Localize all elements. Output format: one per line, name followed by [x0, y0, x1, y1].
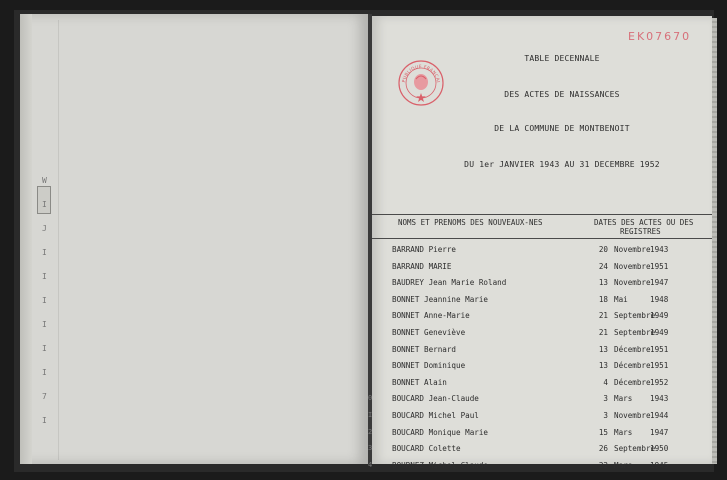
newborn-name: BONNET Geneviève	[392, 328, 466, 337]
left-page-edge	[20, 14, 32, 464]
table-row	[372, 361, 712, 376]
newborn-name: BAUDREY Jean Marie Roland	[392, 278, 507, 288]
table-top-rule	[372, 214, 712, 215]
newborn-name: BONNET Dominique	[392, 361, 466, 371]
table-row	[372, 295, 712, 310]
left-margin-mark: J	[42, 224, 47, 233]
record-day: 4	[603, 377, 608, 387]
record-year: 1952	[650, 377, 669, 387]
left-margin-mark: I	[42, 320, 47, 329]
table-row	[372, 262, 712, 277]
record-day: 3	[603, 411, 608, 420]
table-row	[368, 411, 712, 426]
table-header-rule	[372, 238, 712, 239]
newborn-name: BARRAND Pierre	[392, 245, 457, 254]
table-row	[372, 245, 712, 260]
left-margin-mark: I	[42, 416, 47, 425]
table-row	[372, 311, 712, 326]
record-day: 22	[598, 460, 608, 470]
left-margin-mark: I	[42, 344, 47, 353]
row-margin-mark: I	[368, 411, 373, 419]
record-year: 1948	[650, 294, 669, 304]
record-day: 20	[598, 245, 608, 254]
table-row	[368, 444, 712, 459]
record-month: Novembre	[614, 278, 651, 288]
left-margin-mark: I	[42, 248, 47, 257]
stamp-text: PUBLIQUE FRANCAI	[402, 64, 440, 84]
newborn-name: BOURNEZ Michel Claude	[392, 460, 489, 470]
left-page-fold	[58, 20, 59, 460]
newborn-name: BOUCARD Michel Paul	[392, 411, 479, 420]
page-stack-edge	[712, 18, 717, 464]
title-line-4: DU 1er JANVIER 1943 AU 31 DECEMBRE 1952	[464, 160, 660, 169]
row-margin-mark: 4	[368, 460, 373, 469]
record-year: 1945	[650, 460, 669, 470]
table-row	[368, 394, 712, 409]
newborn-name: BONNET Anne-Marie	[392, 311, 470, 321]
newborn-name: BONNET Jeannine Marie	[392, 294, 489, 304]
newborn-name: BOUCARD Monique Marie	[392, 427, 489, 437]
record-day: 26	[598, 444, 608, 454]
row-margin-mark: 3	[368, 444, 373, 453]
row-margin-mark: 2	[368, 427, 373, 436]
record-day: 21	[598, 311, 608, 321]
record-year: 1950	[650, 444, 669, 454]
record-month: Novembre	[614, 411, 651, 420]
left-margin-mark: 7	[42, 392, 47, 401]
record-month: Septembre	[614, 444, 656, 454]
record-month: Mars	[614, 460, 633, 470]
record-year: 1947	[650, 278, 669, 288]
record-month: Décembre	[614, 361, 651, 371]
title-line-1: TABLE DECENNALE	[524, 54, 600, 63]
record-year: 1947	[650, 427, 669, 437]
newborn-name: BOUCARD Colette	[392, 444, 461, 454]
record-month: Mai	[614, 294, 628, 304]
record-day: 3	[603, 394, 608, 404]
left-margin-mark: I	[42, 200, 47, 209]
record-year: 1943	[650, 245, 669, 254]
record-day: 21	[598, 328, 608, 337]
newborn-name: BOUCARD Jean-Claude	[392, 394, 479, 404]
record-year: 1949	[650, 311, 669, 321]
record-year: 1949	[650, 328, 669, 337]
record-month: Décembre	[614, 377, 651, 387]
republic-stamp	[396, 58, 446, 108]
record-month: Décembre	[614, 344, 651, 354]
record-day: 24	[598, 261, 608, 271]
record-month: Novembre	[614, 261, 651, 271]
table-row	[372, 345, 712, 360]
record-year: 1944	[650, 411, 669, 420]
newborn-name: BONNET Bernard	[392, 344, 457, 354]
table-row	[372, 378, 712, 393]
title-line-3: DE LA COMMUNE DE MONTBENOIT	[494, 124, 630, 133]
record-year: 1951	[650, 361, 669, 371]
record-day: 15	[598, 427, 608, 437]
record-year: 1951	[650, 261, 669, 271]
right-page	[368, 16, 712, 470]
record-day: 13	[598, 361, 608, 371]
left-margin-mark: I	[42, 296, 47, 305]
table-row	[372, 278, 712, 293]
table-row	[368, 427, 712, 443]
row-margin-mark: 0	[368, 394, 373, 403]
record-month: Septembre	[614, 328, 656, 337]
table-row	[368, 460, 712, 476]
record-year: 1951	[650, 344, 669, 354]
table-row	[372, 328, 712, 343]
record-day: 13	[598, 278, 608, 288]
newborn-name: BARRAND MARIE	[392, 261, 452, 271]
dates-column-header-line-2: REGISTRES	[620, 227, 661, 236]
title-line-2: DES ACTES DE NAISSANCES	[504, 90, 620, 99]
record-month: Mars	[614, 427, 633, 437]
record-day: 13	[598, 344, 608, 354]
names-column-header: NOMS ET PRENOMS DES NOUVEAUX-NES	[398, 218, 543, 227]
record-year: 1943	[650, 394, 669, 404]
left-page	[20, 14, 368, 464]
left-margin-mark: I	[42, 272, 47, 281]
record-day: 18	[598, 294, 608, 304]
left-margin-mark: I	[42, 368, 47, 377]
dates-column-header-line-1: DATES DES ACTES OU DES	[594, 218, 694, 227]
record-month: Novembre	[614, 245, 651, 254]
record-month: Mars	[614, 394, 633, 404]
reference-number: EK07670	[628, 30, 692, 43]
left-margin-mark: W	[42, 176, 47, 185]
record-month: Septembre	[614, 311, 656, 321]
newborn-name: BONNET Alain	[392, 377, 447, 387]
